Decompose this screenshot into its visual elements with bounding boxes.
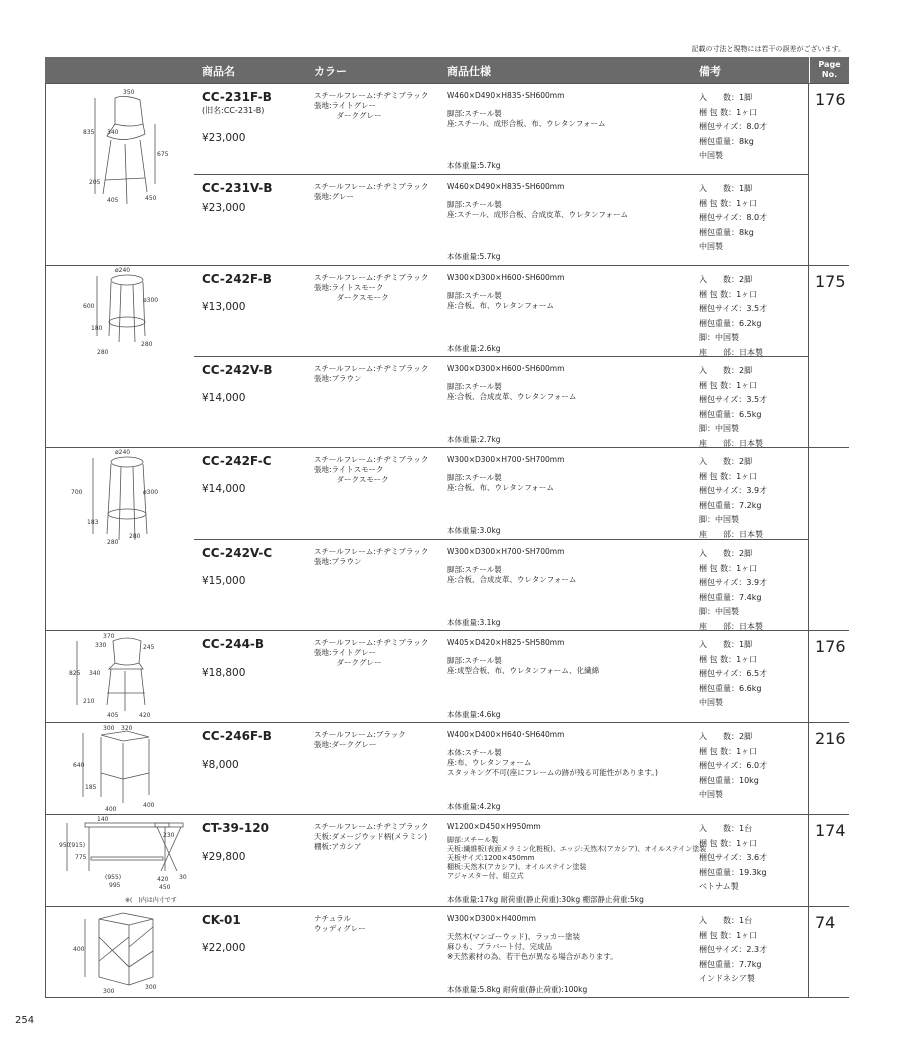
product-material: 脚部:スチール製 座:合板、合成皮革、ウレタンフォーム — [447, 565, 577, 584]
product-spec — [447, 547, 702, 585]
dim-label: 450 — [159, 884, 171, 891]
product-material: 脚部:スチール製 座:スチール、成形合板、合成皮革、ウレタンフォーム — [447, 200, 628, 219]
product-code: CC-242V-C — [202, 546, 273, 560]
product-price: ¥13,000 — [202, 301, 246, 313]
dim-label: 950 — [59, 842, 71, 849]
product-material: 脚部:スチール製 座:スチール、成形合板、布、ウレタンフォーム — [447, 109, 606, 128]
page-ref: 216 — [815, 729, 846, 748]
dim-label: 835 — [83, 129, 95, 136]
dim-label: 350 — [123, 89, 135, 96]
product-group-cc244 — [45, 630, 849, 723]
product-weight: 本体重量:5.7kg — [447, 161, 501, 170]
product-price: ¥14,000 — [202, 392, 246, 404]
product-weight: 本体重量:2.7kg — [447, 435, 501, 444]
product-row — [45, 540, 849, 631]
product-remarks: 入 数：1台 梱 包 数：1ヶ口 梱包サイズ：2.3才 梱包重量：7.7kg インドネシア製 — [699, 916, 768, 983]
product-row — [45, 815, 849, 907]
product-weight: 本体重量:4.2kg — [447, 802, 501, 811]
product-color: スチールフレーム:チヂミブラック 張地:ブラウン — [314, 547, 429, 566]
product-price: ¥29,800 — [202, 851, 246, 863]
dim-label: 400 — [143, 802, 155, 809]
dim-label: 675 — [157, 151, 169, 158]
col-page-label: Page — [818, 60, 841, 69]
col-page-no-label: No. — [821, 70, 838, 79]
product-price: ¥22,000 — [202, 942, 246, 954]
page-number: 254 — [15, 1015, 35, 1026]
page-ref: 174 — [815, 821, 846, 840]
product-size: W300×D300×H700･SH700mm — [447, 547, 565, 556]
product-price: ¥8,000 — [202, 759, 239, 771]
product-group-cc242c — [45, 447, 849, 631]
dim-label: 180 — [91, 325, 103, 332]
product-remarks: 入 数：2脚 梱 包 数：1ヶ口 梱包サイズ：3.9才 梱包重量：7.4kg 脚：中国製 座 部：日本製 — [699, 549, 768, 631]
dim-label: 775 — [75, 854, 87, 861]
dim-label: (955) — [105, 874, 122, 881]
product-code: CC-231V-B — [202, 181, 273, 195]
dim-label: 420 — [157, 876, 169, 883]
dim-label: 300 — [145, 984, 157, 991]
product-weight: 本体重量:5.8kg 耐荷重(静止荷重):100kg — [447, 985, 588, 994]
dim-label: ø300 — [143, 489, 159, 496]
product-size: W405×D420×H825･SH580mm — [447, 638, 565, 647]
product-weight: 本体重量:3.0kg — [447, 526, 501, 535]
col-name-header: 商品名 — [202, 65, 235, 78]
dim-label: 140 — [97, 816, 109, 823]
dim-label: 245 — [143, 644, 155, 651]
product-color: スチールフレーム:チヂミブラック 張地:ライトスモーク ダークスモーク — [314, 273, 429, 302]
dim-label: 300 — [103, 988, 115, 995]
product-color: スチールフレーム:チヂミブラック 張地:ライトグレー ダークグレー — [314, 638, 429, 667]
product-row — [45, 357, 849, 448]
product-group-cc242b — [45, 265, 849, 448]
dim-label: 210 — [83, 698, 95, 705]
product-group-cc246 — [45, 722, 849, 815]
product-spec — [447, 638, 702, 676]
dim-label: 825 — [69, 670, 81, 677]
dim-label: 300 — [103, 725, 115, 732]
product-spec — [447, 91, 702, 129]
product-size: W1200×D450×H950mm — [447, 822, 541, 831]
product-code: CC-246F-B — [202, 729, 272, 743]
product-material: 脚部:スチール製 座:合板、布、ウレタンフォーム — [447, 473, 554, 492]
product-material: 脚部:スチール製 座:成型合板、布、ウレタンフォーム、化繊綿 — [447, 656, 600, 675]
product-price: ¥18,800 — [202, 667, 246, 679]
product-price: ¥23,000 — [202, 132, 246, 144]
product-size: W460×D490×H835･SH600mm — [447, 91, 565, 100]
dim-label: 995 — [109, 882, 121, 889]
product-color: スチールフレーム:チヂミブラック 張地:ブラウン — [314, 364, 429, 383]
product-row — [45, 84, 849, 175]
product-row — [45, 448, 849, 539]
product-row — [45, 907, 849, 998]
product-price: ¥15,000 — [202, 575, 246, 587]
dim-label: 370 — [103, 633, 115, 640]
product-group-ck01 — [45, 906, 849, 998]
product-code: CC-242F-C — [202, 454, 272, 468]
product-size: W300×D300×H700･SH700mm — [447, 455, 565, 464]
product-material: 天然木(マンゴーウッド)、ラッカー塗装 麻ひも、プラバート付、完成品 ※天然素材の為、若干色が異なる場合があります。 — [447, 932, 618, 961]
col-color-header: カラー — [314, 65, 347, 78]
product-weight: 本体重量:2.6kg — [447, 344, 501, 353]
page-ref: 176 — [815, 637, 846, 656]
product-code: CC-231F-B — [202, 90, 272, 104]
product-size: W300×D300×H600･SH600mm — [447, 364, 565, 373]
product-row — [45, 175, 849, 266]
col-remarks-header: 備考 — [699, 65, 721, 78]
product-color: スチールフレーム:チヂミブラック 張地:ライトスモーク ダークスモーク — [314, 455, 429, 484]
product-spec — [447, 822, 707, 881]
dim-label: 400 — [105, 806, 117, 813]
product-spec — [447, 730, 702, 778]
product-code: CC-242V-B — [202, 363, 273, 377]
dim-label: ø240 — [115, 449, 131, 456]
dim-label: 405 — [107, 712, 119, 719]
product-code: CK-01 — [202, 913, 241, 927]
dim-label: 600 — [83, 303, 95, 310]
dim-label: 205 — [89, 179, 101, 186]
dim-label: 280 — [129, 533, 141, 540]
product-color: スチールフレーム:チヂミブラック 張地:グレー — [314, 182, 429, 201]
product-size: W300×D300×H400mm — [447, 914, 536, 923]
table-header — [45, 57, 849, 83]
dim-label: 185 — [85, 784, 97, 791]
dim-label: 280 — [141, 341, 153, 348]
product-remarks: 入 数：2脚 梱 包 数：1ヶ口 梱包サイズ：3.9才 梱包重量：7.2kg 脚：中国製 座 部：日本製 — [699, 457, 768, 539]
figure-note: ※( )内は内寸です — [125, 897, 177, 904]
dim-label: 450 — [145, 195, 157, 202]
page-ref: 175 — [815, 272, 846, 291]
product-weight: 本体重量:17kg 耐荷重(静止荷重):30kg 棚部静止荷重:5kg — [447, 895, 644, 904]
dim-label: 230 — [163, 832, 175, 839]
product-row — [45, 631, 849, 723]
dim-label: 340 — [107, 129, 119, 136]
product-color: ナチュラル ウッディグレー — [314, 914, 366, 933]
product-remarks: 入 数：1脚 梱 包 数：1ヶ口 梱包サイズ：8.0才 梱包重量：8kg 中国製 — [699, 93, 768, 160]
dim-label: 640 — [73, 762, 85, 769]
product-remarks: 入 数：1脚 梱 包 数：1ヶ口 梱包サイズ：6.5才 梱包重量：6.6kg 中国製 — [699, 640, 768, 707]
product-size: W460×D490×H835･SH600mm — [447, 182, 565, 191]
product-weight: 本体重量:3.1kg — [447, 618, 501, 627]
dim-label: ø240 — [115, 267, 131, 274]
product-group-ct39 — [45, 814, 849, 907]
product-weight: 本体重量:4.6kg — [447, 710, 501, 719]
dim-label: ø300 — [143, 297, 159, 304]
product-table — [45, 57, 849, 998]
dim-label: 405 — [107, 197, 119, 204]
product-row — [45, 266, 849, 357]
col-page-header — [809, 57, 849, 83]
product-code: CC-244-B — [202, 637, 265, 651]
product-remarks: 入 数：1脚 梱 包 数：1ヶ口 梱包サイズ：8.0才 梱包重量：8kg 中国製 — [699, 184, 768, 251]
product-material: 脚部:スチール製 天板:繊維板(表面メラミン化粧板)、エッジ:天然木(アカシア)、オイルステイン塗装 天板サイズ:1200×450mm 棚板:天然木(アカシア)、オイルステイン塗装 アジャスター付、組立式 — [447, 836, 707, 880]
product-remarks: 入 数：2脚 梱 包 数：1ヶ口 梱包サイズ：3.5才 梱包重量：6.5kg 脚：中国製 座 部：日本製 — [699, 366, 768, 448]
header-note: 記載の寸法と現物には若干の誤差がございます。 — [691, 45, 845, 53]
product-material: 脚部:スチール製 座:合板、布、ウレタンフォーム — [447, 291, 554, 310]
product-group-cc231 — [45, 83, 849, 266]
dim-label: 340 — [89, 670, 101, 677]
product-row — [45, 723, 849, 815]
product-remarks: 入 数：2脚 梱 包 数：1ヶ口 梱包サイズ：6.0才 梱包重量：10kg 中国製 — [699, 732, 768, 799]
product-price: ¥14,000 — [202, 483, 246, 495]
product-material: 本体:スチール製 座:布、ウレタンフォーム スタッキング不可(座にフレームの跡が残る可能性があります。) — [447, 748, 658, 777]
product-old-name: (旧名:CC-231-B) — [202, 106, 265, 115]
dim-label: (915) — [69, 842, 86, 849]
product-material: 脚部:スチール製 座:合板、合成皮革、ウレタンフォーム — [447, 382, 577, 401]
product-color: スチールフレーム:チヂミブラック 天板:ダメージウッド柄(メラミン) 棚板:アカシア — [314, 822, 429, 851]
product-size: W400×D400×H640･SH640mm — [447, 730, 565, 739]
product-spec — [447, 182, 702, 220]
dim-label: 183 — [87, 519, 99, 526]
dim-label: 700 — [71, 489, 83, 496]
col-spec-header: 商品仕様 — [447, 65, 491, 78]
dim-label: 420 — [139, 712, 151, 719]
page-ref: 176 — [815, 90, 846, 109]
product-price: ¥23,000 — [202, 202, 246, 214]
product-spec — [447, 273, 702, 311]
product-remarks: 入 数：1台 梱 包 数：1ヶ口 梱包サイズ：3.6才 梱包重量：19.3kg ベトナム製 — [699, 824, 768, 891]
dim-label: 30 — [179, 874, 187, 881]
product-code: CC-242F-B — [202, 272, 272, 286]
product-spec — [447, 914, 702, 962]
dim-label: 400 — [73, 946, 85, 953]
product-weight: 本体重量:5.7kg — [447, 252, 501, 261]
dim-label: 280 — [97, 349, 109, 356]
product-color: スチールフレーム:チヂミブラック 張地:ライトグレー ダークグレー — [314, 91, 429, 120]
page-ref: 74 — [815, 913, 836, 932]
dim-label: 320 — [121, 725, 133, 732]
product-spec — [447, 364, 702, 402]
product-spec — [447, 455, 702, 493]
product-size: W300×D300×H600･SH600mm — [447, 273, 565, 282]
product-remarks: 入 数：2脚 梱 包 数：1ヶ口 梱包サイズ：3.5才 梱包重量：6.2kg 脚：中国製 座 部：日本製 — [699, 275, 768, 357]
product-color: スチールフレーム:ブラック 張地:ダークグレー — [314, 730, 406, 749]
dim-label: 330 — [95, 642, 107, 649]
product-code: CT-39-120 — [202, 821, 269, 835]
dim-label: 280 — [107, 539, 119, 546]
